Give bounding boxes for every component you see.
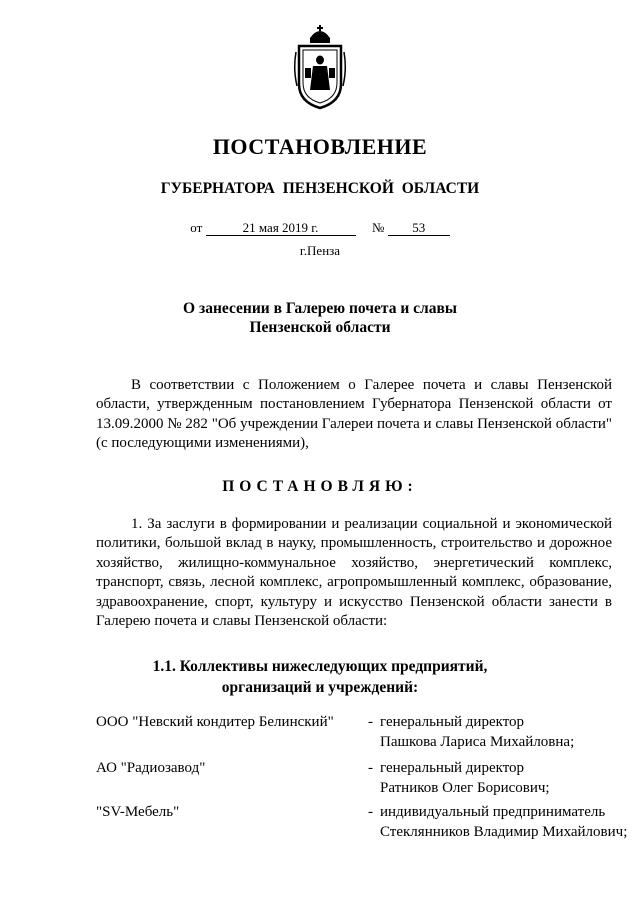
organization-name: ООО "Невский кондитер Белинский": [96, 714, 334, 730]
entry-dash: -: [368, 714, 373, 730]
leader-name: Стеклянников Владимир Михайлович;: [380, 824, 628, 840]
leader-role: генеральный директор: [380, 714, 525, 730]
document-number: 53: [388, 221, 450, 236]
leader-role: индивидуальный предприниматель: [380, 804, 606, 820]
document-title: [0, 299, 640, 337]
number-sign: №: [372, 220, 385, 235]
document-title-line-1: О занесении в Галерею почета и славы: [183, 300, 457, 317]
city-label: г.Пенза: [299, 243, 341, 258]
document-type-title: ПОСТАНОВЛЕНИЕ: [212, 134, 428, 159]
entry-dash: -: [368, 760, 373, 776]
organization-name: АО "Радиозавод": [96, 760, 206, 776]
leader-name: Пашкова Лариса Михайловна;: [380, 734, 575, 750]
decree-heading: ПОСТАНОВЛЯЮ:: [222, 478, 418, 495]
date-prefix: от: [190, 220, 203, 235]
preamble-paragraph: В соответствии с Положением о Галерее почета и славы Пензенской области, утвержденным постановлением Губернатора Пензенской области от 13.09.2000 № 282 "Об учреждении Галереи почета и славы Пензенской области" (с последующими изменениями),: [96, 377, 612, 452]
section-heading-line-2: организаций и учреждений:: [221, 679, 419, 696]
organization-name: "SV-Мебель": [96, 804, 180, 820]
leader-name: Ратников Олег Борисович;: [380, 780, 550, 796]
section-heading-line-1: 1.1. Коллективы нижеследующих предприятий,: [152, 658, 488, 675]
entry-dash: -: [368, 804, 373, 820]
document-date: 21 мая 2019 г.: [206, 221, 356, 236]
section-heading: [0, 656, 640, 698]
issuer-subtitle: ГУБЕРНАТОРА ПЕНЗЕНСКОЙ ОБЛАСТИ: [160, 180, 480, 197]
leader-role: генеральный директор: [380, 760, 525, 776]
date-number-line: [0, 220, 640, 236]
coat-of-arms-emblem: [293, 24, 347, 110]
document-title-line-2: Пензенской области: [249, 319, 391, 336]
item-1-paragraph: 1. За заслуги в формировании и реализации социальной и экономической политики, большой вклад в науку, промышленность, строительство и дорожное хозяйство, жилищно-коммунальное хозяйство, энергетический комплекс, транспорт, связь, лесной комплекс, агропромышленный комплекс, образование, здравоохранение, спорт, культуру и искусство Пензенской области занести в Галерею почета и славы Пензенской области:: [96, 516, 612, 630]
